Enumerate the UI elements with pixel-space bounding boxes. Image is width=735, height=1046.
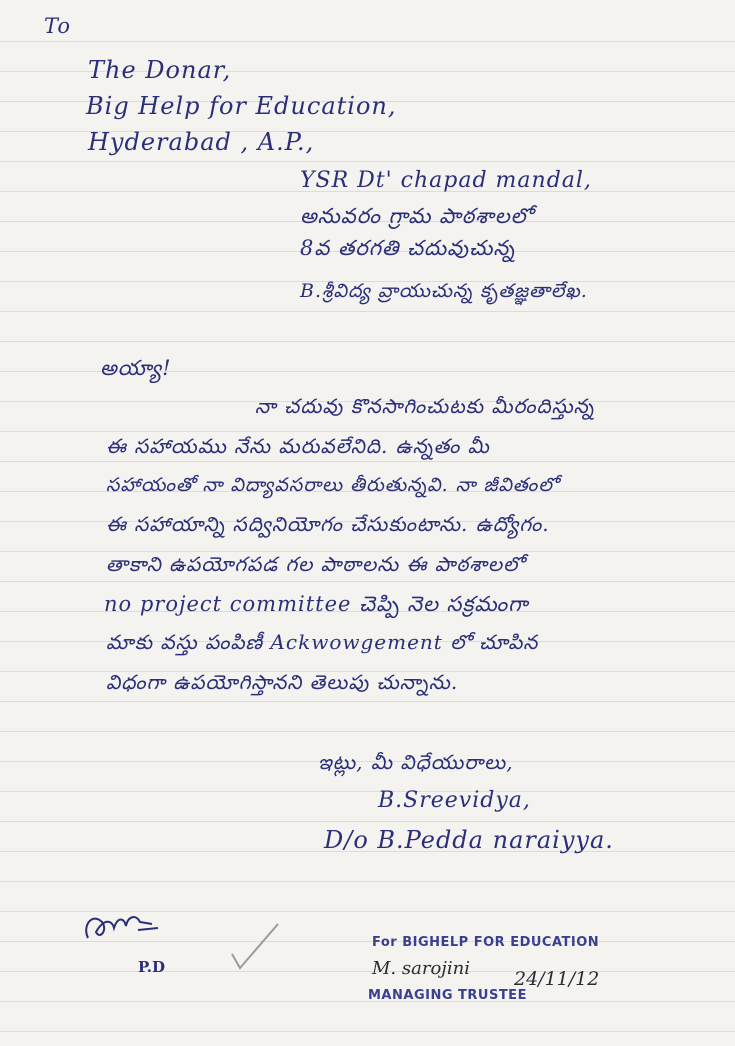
- body-line-1: నా చదువు కొనసాగించుటకు మీరందిస్తున్న: [255, 394, 595, 418]
- sender-address-line-2: అనువరం గ్రామ పాఠశాలలో: [300, 204, 534, 228]
- stamp-date: 24/11/12: [514, 968, 600, 990]
- initials-scribble: [78, 898, 168, 948]
- body-line-7: మాకు వస్తు పంపిణీ Ackwowgement లో చూపిన: [106, 630, 539, 654]
- sender-address-line-3: 8వ తరగతి చదువుచున్న: [300, 236, 516, 260]
- recipient-line-2: Big Help for Education,: [86, 92, 397, 120]
- sender-address-line-1: YSR Dt' chapad mandal,: [300, 168, 592, 193]
- recipient-line-1: The Donar,: [88, 56, 232, 84]
- sender-address-line-4: B.శ్రీవిద్య వ్రాయుచున్న కృతజ్ఞతాలేఖ.: [300, 280, 588, 302]
- closing: ఇట్లు, మీ విధేయురాలు,: [318, 750, 514, 774]
- body-line-4: ఈ సహాయాన్ని సద్వినియోగం చేసుకుంటాను. ఉద్యోగం.: [106, 512, 550, 536]
- to-label: To: [44, 14, 72, 38]
- body-line-6: no project committee చెప్పి నెల సక్రమంగా: [104, 592, 529, 616]
- stamp-title-line: MANAGING TRUSTEE: [368, 988, 527, 1003]
- signature-name: B.Sreevidya,: [378, 788, 531, 813]
- guardian-line: D/o B.Pedda naraiyya.: [324, 826, 614, 854]
- body-line-5: తాకాని ఉపయోగపడ గల పాఠాలను ఈ పాఠశాలలో: [106, 552, 525, 576]
- checkmark-icon: [226, 918, 286, 978]
- body-line-8: విధంగా ఉపయోగిస్తానని తెలుపు చున్నాను.: [106, 670, 459, 694]
- stamp-org-line: For BIGHELP FOR EDUCATION: [372, 935, 600, 950]
- body-line-2: ఈ సహాయము నేను మరువలేనిది. ఉన్నతం మీ: [106, 434, 490, 458]
- stamp-signature: M. sarojini: [372, 958, 470, 979]
- body-line-3: సహాయంతో నా విద్యావసరాలు తీరుతున్నవి. నా జీవితంలో: [106, 474, 559, 496]
- initials-text: P.D: [138, 958, 166, 976]
- greeting: అయ్యా!: [100, 356, 172, 380]
- recipient-line-3: Hyderabad , A.P.,: [88, 128, 315, 156]
